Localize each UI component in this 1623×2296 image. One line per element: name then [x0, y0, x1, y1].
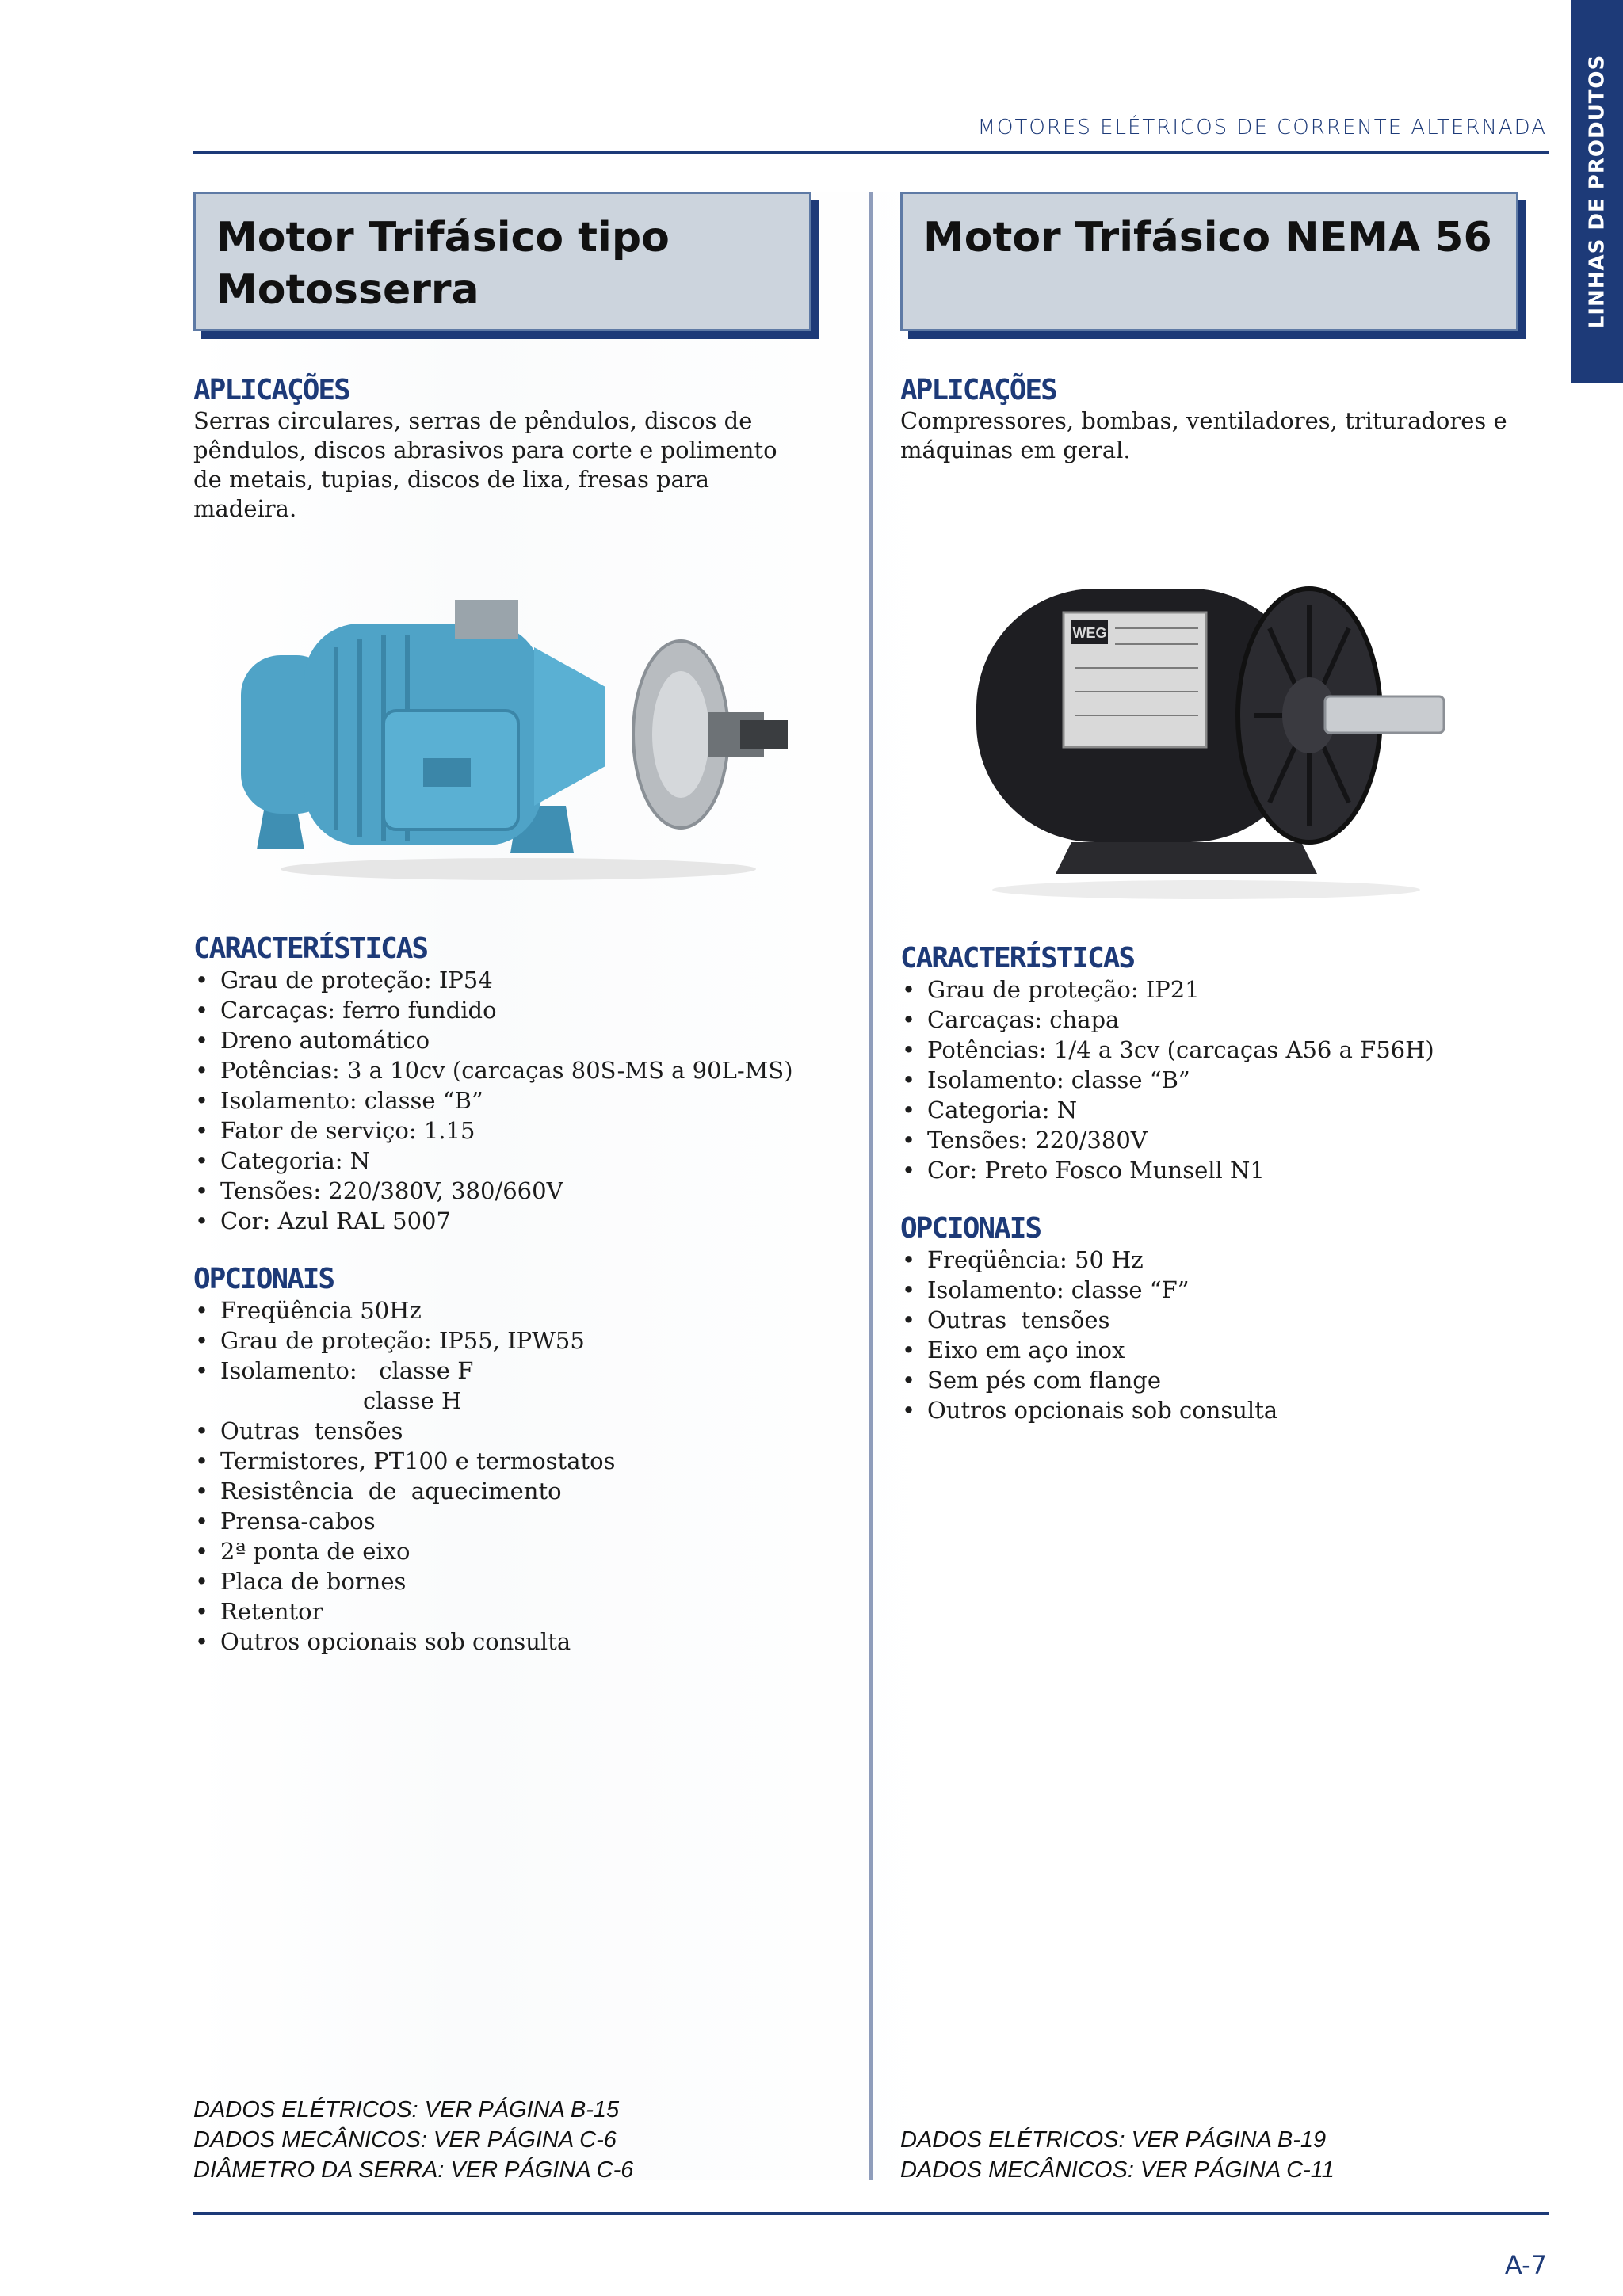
list-item: • Placa de bornes: [193, 1566, 812, 1596]
weg-logo-icon: WEG: [1072, 625, 1107, 641]
list-item: • Sem pés com flange: [900, 1365, 1518, 1395]
applications-heading: APLICAÇÕES: [193, 374, 349, 406]
product-title: [216, 212, 789, 316]
product-title-box: [900, 192, 1518, 331]
list-item: • Outros opcionais sob consulta: [193, 1627, 812, 1657]
list-item: • Prensa-cabos: [193, 1506, 812, 1536]
list-item: • Termistores, PT100 e termostatos: [193, 1446, 812, 1476]
footer-note: DADOS MECÂNICOS: VER PÁGINA C-6: [193, 2127, 617, 2153]
characteristics-list: [900, 974, 1518, 1185]
list-item: • Grau de proteção: IP21: [900, 974, 1518, 1005]
list-item: • Isolamento: classe “B”: [900, 1065, 1518, 1095]
list-item: • Eixo em aço inox: [900, 1335, 1518, 1365]
list-item: • Carcaças: ferro fundido: [193, 995, 812, 1025]
optionals-heading: OPCIONAIS: [193, 1263, 334, 1295]
product-title: Motor Trifásico NEMA 56: [923, 214, 1492, 261]
list-item: • Outras tensões: [193, 1416, 812, 1446]
optionals-section: [193, 1263, 812, 1657]
product-image-nema56: [945, 541, 1518, 906]
list-item: • Tensões: 220/380V: [900, 1125, 1518, 1155]
list-item: • Freqüência: 50 Hz: [900, 1245, 1518, 1275]
characteristics-section: [900, 942, 1518, 1185]
list-item: • Categoria: N: [900, 1095, 1518, 1125]
left-product-column: [193, 192, 812, 1657]
applications-text: Compressores, bombas, ventiladores, trituradores e máquinas em geral.: [900, 407, 1507, 463]
list-item-insulation: [193, 1356, 812, 1416]
list-item: • Fator de serviço: 1.15: [193, 1116, 812, 1146]
optionals-heading: OPCIONAIS: [900, 1212, 1041, 1245]
characteristics-list: [193, 965, 812, 1236]
side-tab-label: LINHAS DE PRODUTOS: [1585, 54, 1609, 330]
list-item: • Categoria: N: [193, 1146, 812, 1176]
characteristics-section: [193, 933, 812, 1236]
product-title-box: [193, 192, 812, 331]
list-item: • Dreno automático: [193, 1025, 812, 1055]
optionals-list: [900, 1245, 1518, 1425]
list-item: • Tensões: 220/380V, 380/660V: [193, 1176, 812, 1206]
list-item: • Cor: Preto Fosco Munsell N1: [900, 1155, 1518, 1185]
footer-note: DIÂMETRO DA SERRA: VER PÁGINA C-6: [193, 2157, 634, 2183]
characteristics-heading: CARACTERÍSTICAS: [193, 933, 428, 965]
list-item: • Outras tensões: [900, 1305, 1518, 1335]
footer-rule: [193, 2212, 1549, 2215]
list-item: • Retentor: [193, 1596, 812, 1627]
applications-section: [193, 374, 812, 524]
right-footer-notes: [900, 2125, 1335, 2185]
applications-text: Serras circulares, serras de pêndulos, discos de pêndulos, discos abrasivos para corte e polimento de metais, tupias, discos de lixa, fresas para madeira.: [193, 407, 777, 522]
running-header: MOTORES ELÉTRICOS DE CORRENTE ALTERNADA: [977, 116, 1547, 139]
applications-section: [900, 374, 1518, 465]
insulation-option-h: classe H: [363, 1387, 462, 1414]
list-item: • Carcaças: chapa: [900, 1005, 1518, 1035]
right-product-column: [900, 192, 1518, 1425]
list-item: • Freqüência 50Hz: [193, 1295, 812, 1325]
section-side-tab: [1571, 0, 1623, 383]
applications-heading: APLICAÇÕES: [900, 374, 1056, 406]
footer-note: DADOS MECÂNICOS: VER PÁGINA C-11: [900, 2157, 1335, 2183]
product-image-motosserra: [233, 568, 812, 885]
insulation-option-f: Isolamento: classe F: [220, 1357, 474, 1384]
optionals-list: [193, 1295, 812, 1657]
column-divider: [869, 192, 873, 2180]
footer-note: DADOS ELÉTRICOS: VER PÁGINA B-19: [900, 2127, 1327, 2153]
list-item: • Outros opcionais sob consulta: [900, 1395, 1518, 1425]
product-title-line2: Motosserra: [216, 266, 479, 314]
list-item: • Cor: Azul RAL 5007: [193, 1206, 812, 1236]
characteristics-heading: CARACTERÍSTICAS: [900, 942, 1135, 974]
list-item: • Isolamento: classe “F”: [900, 1275, 1518, 1305]
product-title-line1: Motor Trifásico tipo: [216, 214, 670, 261]
list-item: • Isolamento: classe “B”: [193, 1085, 812, 1116]
page-number: A-7: [1504, 2250, 1547, 2280]
header-rule: [193, 151, 1549, 154]
footer-note: DADOS ELÉTRICOS: VER PÁGINA B-15: [193, 2097, 620, 2122]
motor-illustration: [233, 568, 804, 885]
list-item: • 2ª ponta de eixo: [193, 1536, 812, 1566]
optionals-section: [900, 1212, 1518, 1425]
list-item: • Potências: 3 a 10cv (carcaças 80S-MS a 90L-MS): [193, 1055, 812, 1085]
list-item: • Potências: 1/4 a 3cv (carcaças A56 a F56H): [900, 1035, 1518, 1065]
list-item: • Resistência de aquecimento: [193, 1476, 812, 1506]
left-footer-notes: [193, 2095, 633, 2185]
motor-illustration: [945, 541, 1468, 906]
list-item: • Grau de proteção: IP55, IPW55: [193, 1325, 812, 1356]
list-item: • Grau de proteção: IP54: [193, 965, 812, 995]
